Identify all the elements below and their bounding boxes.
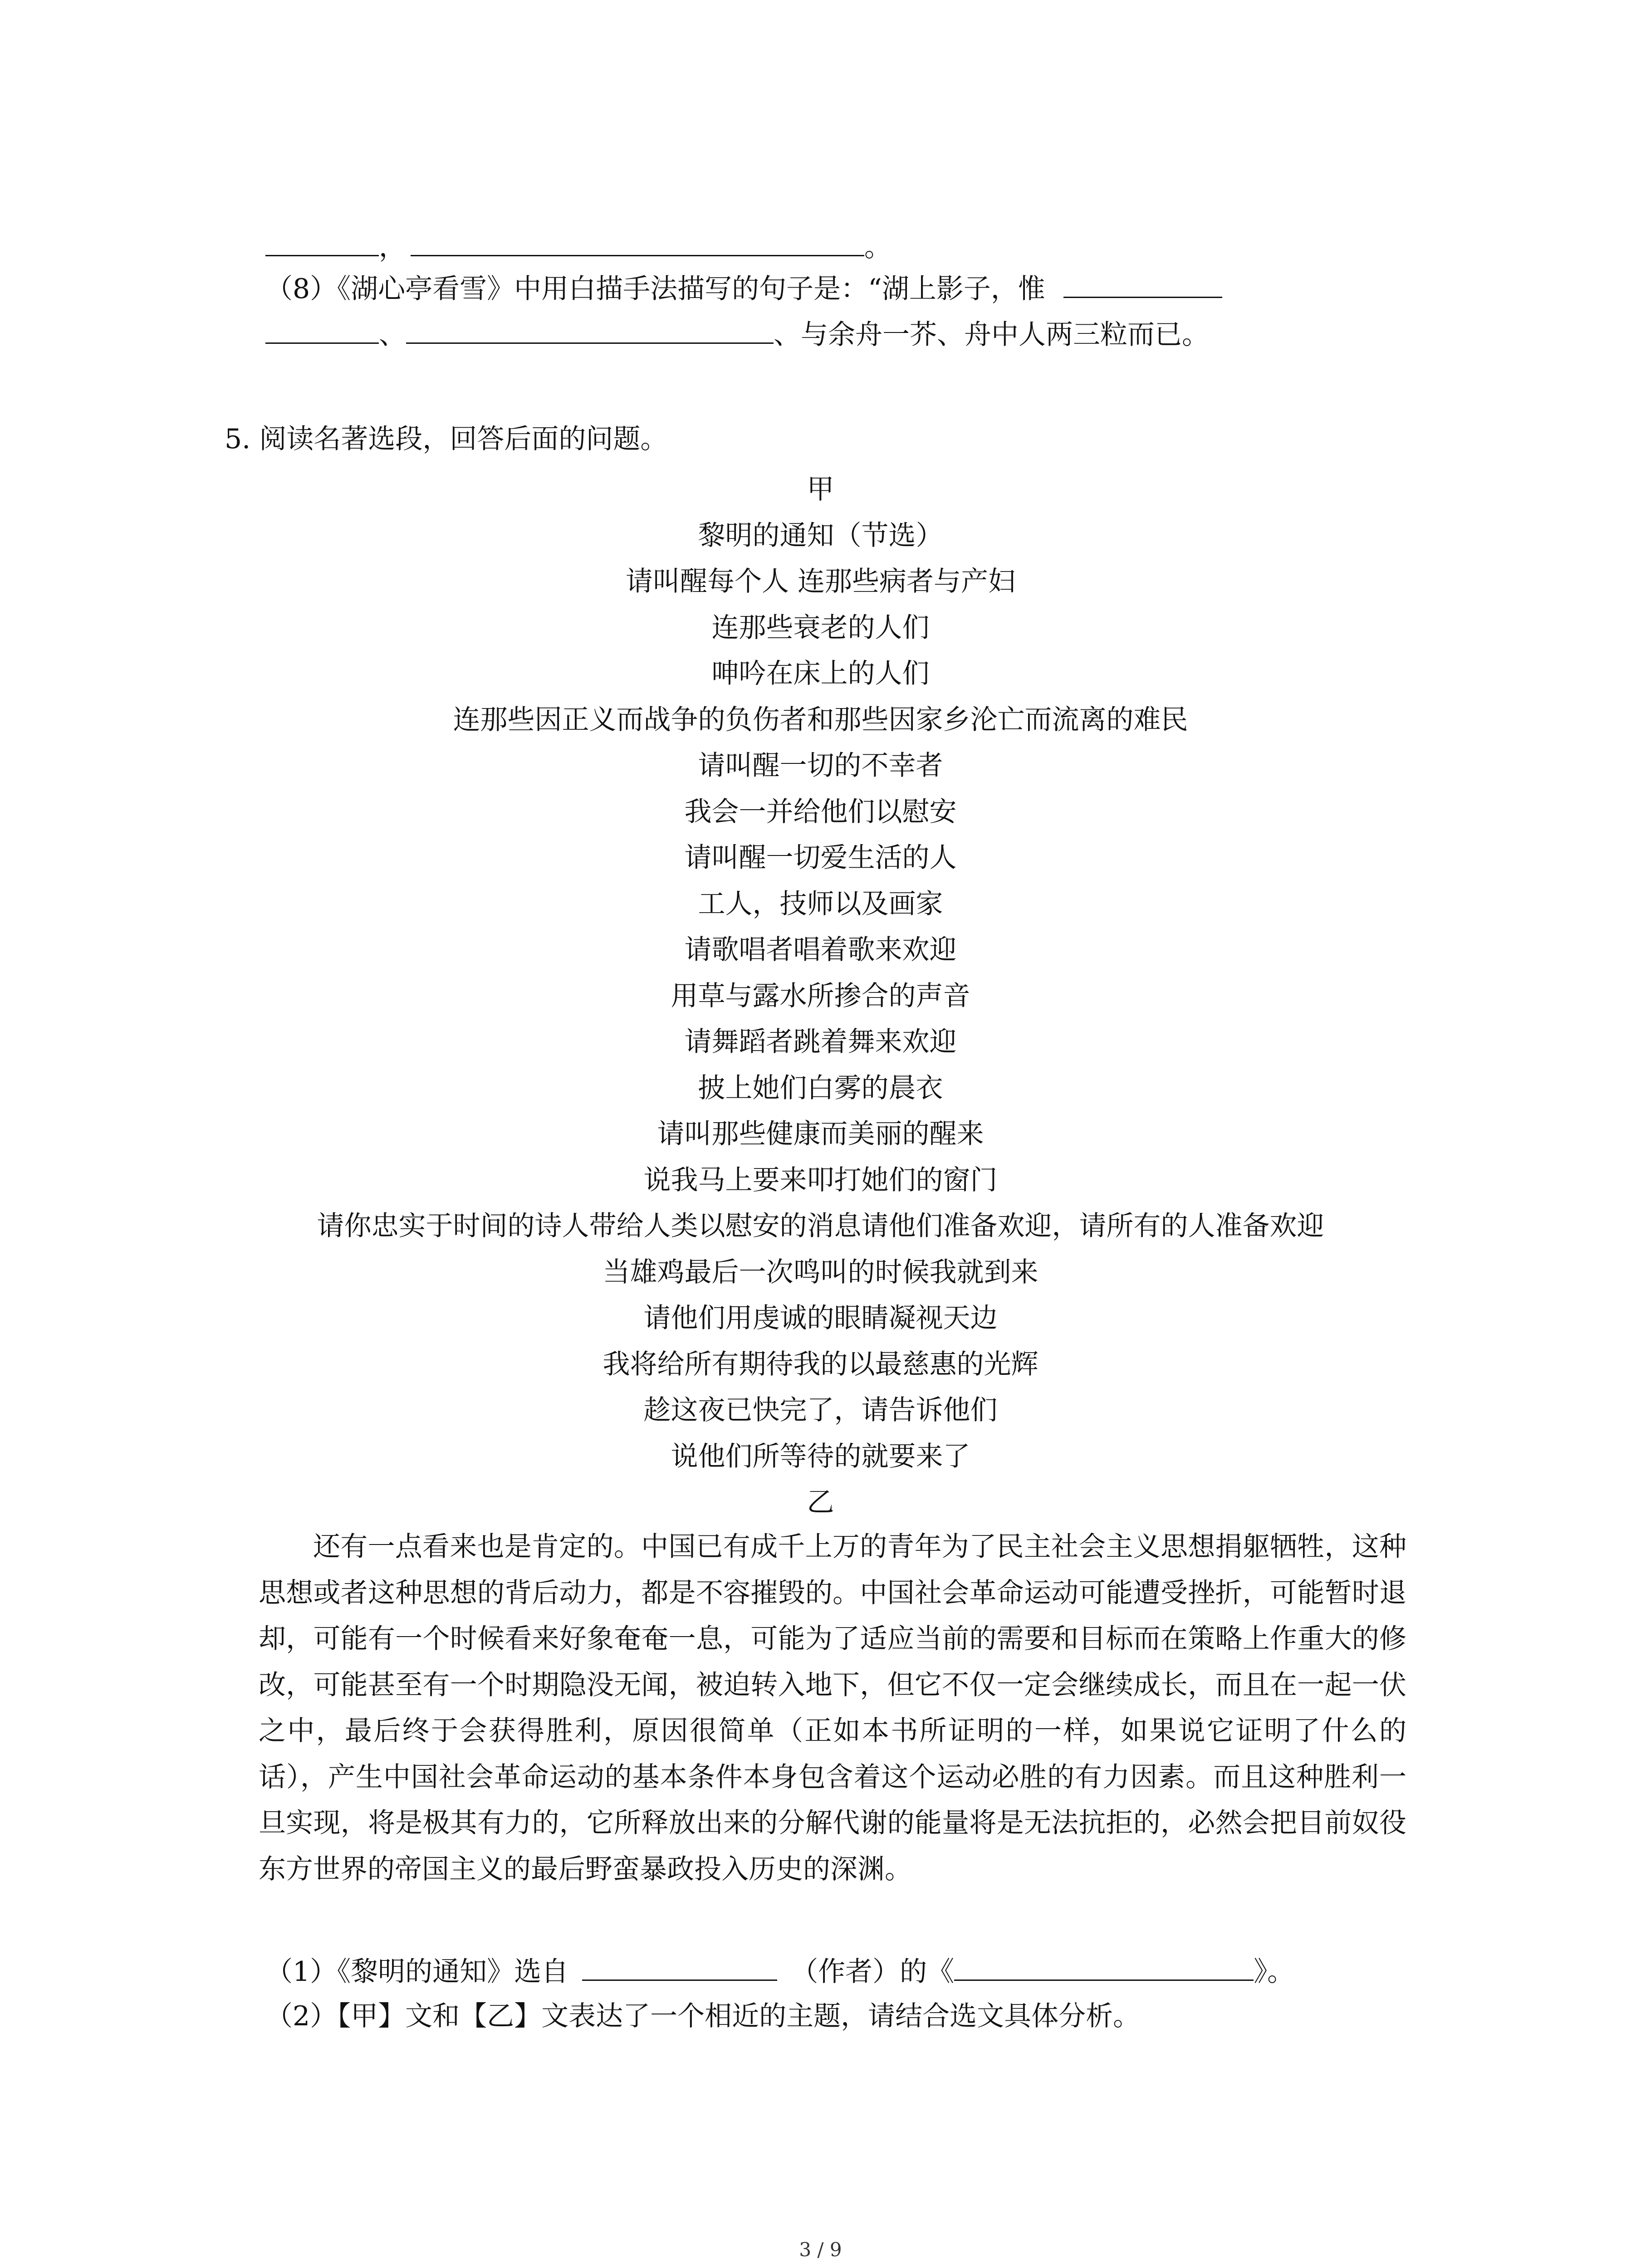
question-5-heading: 5. 阅读名著选段，回答后面的问题。 bbox=[225, 423, 668, 455]
poem-line: 请叫醒一切爱生活的人 bbox=[684, 842, 957, 874]
book-title-blank[interactable] bbox=[954, 1951, 1254, 1981]
poem-line: 我会一并给他们以慰安 bbox=[684, 796, 957, 828]
poem-line: 连那些因正义而战争的负伤者和那些因家乡沦亡而流离的难民 bbox=[453, 704, 1188, 736]
poem-block bbox=[0, 467, 1641, 1526]
poem-line: 我将给所有期待我的以最慈惠的光辉 bbox=[603, 1348, 1038, 1380]
poem-line: 请叫醒一切的不幸者 bbox=[698, 750, 943, 782]
fill-line-continuation bbox=[265, 227, 892, 265]
question-8-text: （8）《湖心亭看雪》中用白描手法描写的句子是：“湖上影子，惟 bbox=[265, 273, 1045, 305]
sub-question-1-text: （1）《黎明的通知》选自 bbox=[265, 1956, 569, 1988]
poem-line: 趁这夜已快完了，请告诉他们 bbox=[643, 1394, 998, 1426]
poem-line: 说我马上要来叩打她们的窗门 bbox=[643, 1164, 998, 1196]
sub-question-1-mid: （作者）的《 bbox=[791, 1956, 955, 1988]
poem-line: 请舞蹈者跳着舞来欢迎 bbox=[684, 1026, 957, 1058]
part-b-label: 乙 bbox=[807, 1486, 834, 1518]
poem-line: 请你忠实于时间的诗人带给人类以慰安的消息请他们准备欢迎，请所有的人准备欢迎 bbox=[317, 1210, 1324, 1242]
question-8-text-after: 、与余舟一芥、舟中人两三粒而已。 bbox=[774, 319, 1209, 351]
answer-blank[interactable] bbox=[411, 227, 864, 256]
poem-line: 当雄鸡最后一次鸣叫的时候我就到来 bbox=[603, 1256, 1038, 1288]
poem-line: 用草与露水所掺合的声音 bbox=[671, 980, 970, 1012]
answer-blank[interactable] bbox=[1063, 269, 1222, 298]
poem-line: 请歌唱者唱着歌来欢迎 bbox=[684, 934, 957, 966]
answer-blank[interactable] bbox=[265, 227, 379, 256]
comma: ， bbox=[379, 231, 406, 263]
poem-line: 请叫那些健康而美丽的醒来 bbox=[657, 1118, 984, 1150]
poem-line: 工人，技师以及画家 bbox=[698, 888, 943, 920]
separator: 、 bbox=[379, 319, 406, 351]
page-number: 3 / 9 bbox=[799, 2239, 842, 2261]
period: 。 bbox=[864, 231, 892, 263]
poem-line: 呻吟在床上的人们 bbox=[711, 658, 930, 689]
sub-question-2: （2）【甲】文和【乙】文表达了一个相近的主题，请结合选文具体分析。 bbox=[265, 2000, 1141, 2032]
part-b-passage: 还有一点看来也是肯定的。中国已有成千上万的青年为了民主社会主义思想捐躯牺牲，这种思想或者这种思想的背后动力，都是不容摧毁的。中国社会革命运动可能遭受挫折，可能暂时退却，可能有一个时候看来好象奄奄一息，可能为了适应当前的需要和目标而在策略上作重大的修改，可能甚至有一个时期隐没无闻，被迫转入地下，但它不仅一定会继续成长，而且在一起一伏之中，最后终于会获得胜利，原因很简单（正如本书所证明的一样，如果说它证明了什么的话），产生中国社会革命运动的基本条件本身包含着这个运动必胜的有力因素。而且这种胜利一旦实现，将是极其有力的，它所释放出来的分解代谢的能量将是无法抗拒的，必然会把目前奴役东方世界的帝国主义的最后野蛮暴政投入历史的深渊。 bbox=[259, 1531, 1406, 1885]
poem-line: 披上她们白雾的晨衣 bbox=[698, 1072, 943, 1104]
sub-question-1 bbox=[265, 1951, 1294, 1990]
poem-title: 黎明的通知（节选） bbox=[698, 519, 943, 552]
question-8-line-2 bbox=[265, 314, 1209, 353]
answer-blank[interactable] bbox=[406, 314, 774, 344]
part-a-label: 甲 bbox=[807, 474, 834, 505]
question-8-line-1 bbox=[265, 269, 1222, 307]
poem-line: 请叫醒每个人 连那些病者与产妇 bbox=[625, 566, 1016, 597]
poem-line: 请他们用虔诚的眼睛凝视天边 bbox=[643, 1302, 998, 1334]
poem-line: 说他们所等待的就要来了 bbox=[671, 1440, 970, 1472]
sub-question-1-end: 》。 bbox=[1254, 1956, 1295, 1988]
author-blank[interactable] bbox=[582, 1951, 777, 1981]
answer-blank[interactable] bbox=[265, 314, 379, 344]
poem-line: 连那些衰老的人们 bbox=[711, 611, 930, 644]
